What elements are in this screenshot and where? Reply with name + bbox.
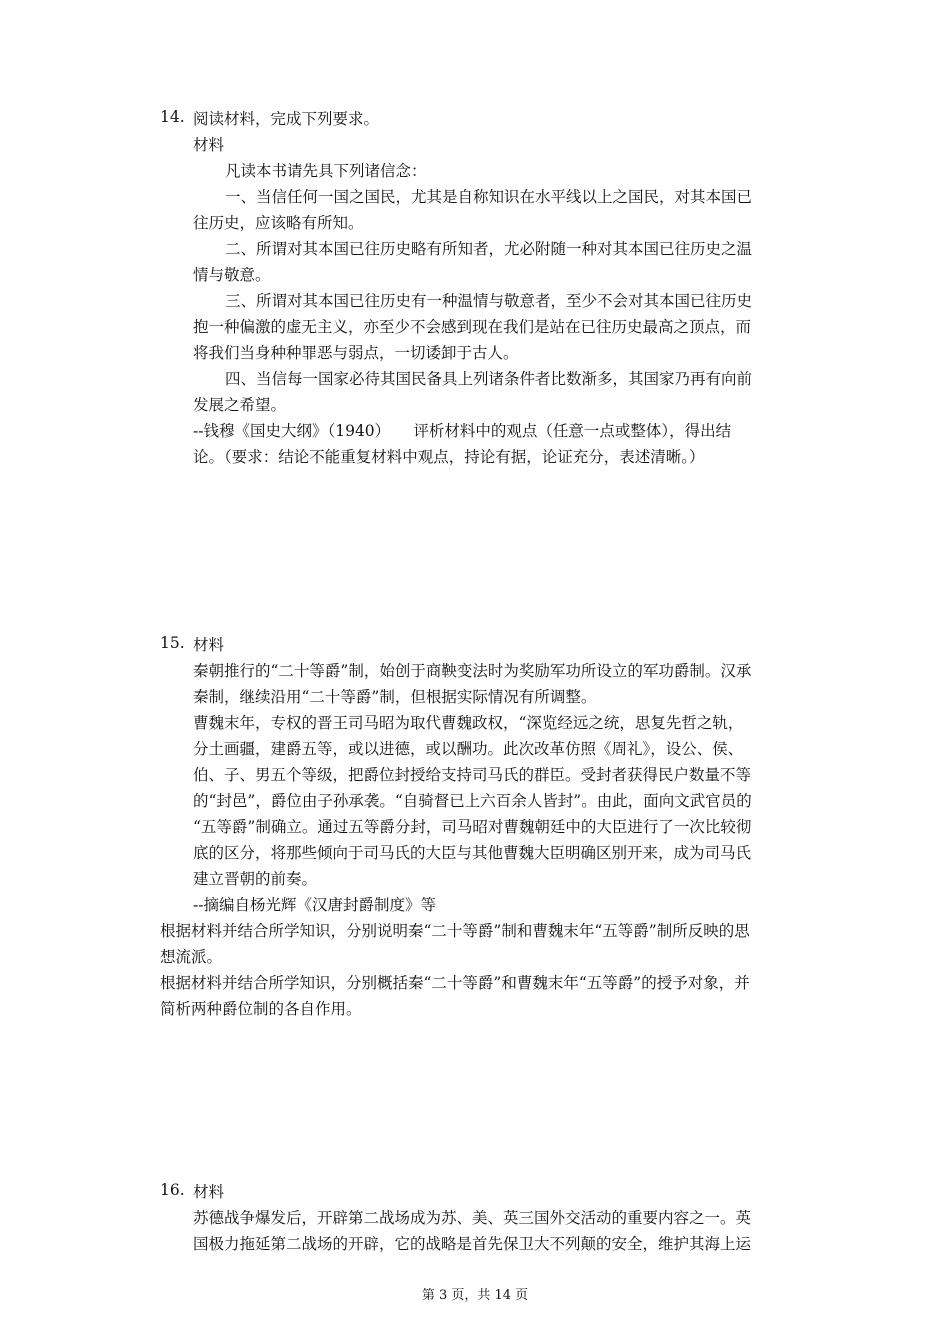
material-line: 分土画疆，建爵五等，或以进德，或以酬功。此次改革仿照《周礼》，设公、侯、: [193, 740, 744, 758]
material-line: 凡读本书请先具下列诸信念：: [225, 162, 427, 180]
material-label: 材料: [193, 636, 225, 654]
source-and-task: --钱穆《国史大纲》（1940） 评析材料中的观点（任意一点或整体），得出结: [193, 422, 732, 440]
material-label: 材料: [193, 1183, 225, 1201]
task-line: 想流派。: [160, 948, 223, 966]
material-line: 苏德战争爆发后，开辟第二战场成为苏、美、英三国外交活动的重要内容之一。英: [193, 1209, 752, 1227]
material-line: 发展之希望。: [193, 396, 287, 414]
material-line: 伯、子、男五个等级，把爵位封授给支持司马氏的群臣。受封者获得民户数量不等: [193, 766, 752, 784]
material-line: 二、所谓对其本国已往历史略有所知者，尤必附随一种对其本国已往历史之温: [225, 240, 753, 258]
material-line: 将我们当身种种罪恶与弱点，一切诿卸于古人。: [193, 344, 519, 362]
material-line: 秦朝推行的“二十等爵”制，始创于商鞅变法时为奖励军功所设立的军功爵制。汉承: [193, 662, 752, 680]
source-line: --摘编自杨光辉《汉唐封爵制度》等: [193, 896, 436, 914]
task-line: 根据材料并结合所学知识，分别概括秦“二十等爵”和曹魏末年“五等爵”的授予对象，并: [160, 974, 750, 992]
material-line: 抱一种偏激的虚无主义，亦至少不会感到现在我们是站在已往历史最高之顶点，而: [193, 318, 752, 336]
task-line: 简析两种爵位制的各自作用。: [160, 1000, 362, 1018]
material-line: 三、所谓对其本国已往历史有一种温情与敬意者，至少不会对其本国已往历史: [225, 292, 753, 310]
question-number: 16.: [160, 1181, 185, 1199]
material-line: 底的区分，将那些倾向于司马氏的大臣与其他曹魏大臣明确区别开来，成为司马氏: [193, 844, 752, 862]
task-line: 根据材料并结合所学知识，分别说明秦“二十等爵”制和曹魏末年“五等爵”制所反映的思: [160, 922, 750, 940]
question-prompt: 阅读材料，完成下列要求。: [193, 110, 380, 128]
material-line: 四、当信每一国家必待其国民备具上列诸条件者比数渐多，其国家乃再有向前: [225, 370, 753, 388]
material-label: 材料: [193, 136, 225, 154]
page-footer: 第 3 页，共 14 页: [421, 1288, 529, 1303]
material-line: “五等爵”制确立。通过五等爵分封，司马昭对曹魏朝廷中的大臣进行了一次比较彻: [193, 818, 752, 836]
question-number: 15.: [160, 634, 185, 652]
material-line: 曹魏末年，专权的晋王司马昭为取代曹魏政权，“深览经远之统，思复先哲之轨，: [193, 714, 744, 732]
material-line: 往历史，应该略有所知。: [193, 214, 364, 232]
task-line: 论。（要求：结论不能重复材料中观点，持论有据，论证充分，表述清晰。）: [193, 448, 705, 466]
material-line: 的“封邑”，爵位由子孙承袭。“自骑督已上六百余人皆封”。由此，面向文武官员的: [193, 792, 752, 810]
material-line: 秦制，继续沿用“二十等爵”制，但根据实际情况有所调整。: [193, 688, 597, 706]
material-line: 情与敬意。: [193, 266, 271, 284]
material-line: 一、当信任何一国之国民，尤其是自称知识在水平线以上之国民，对其本国已: [225, 188, 753, 206]
material-line: 建立晋朝的前奏。: [193, 870, 318, 888]
material-line: 国极力拖延第二战场的开辟，它的战略是首先保卫大不列颠的安全，维护其海上运: [193, 1235, 752, 1253]
question-number: 14.: [160, 108, 185, 126]
